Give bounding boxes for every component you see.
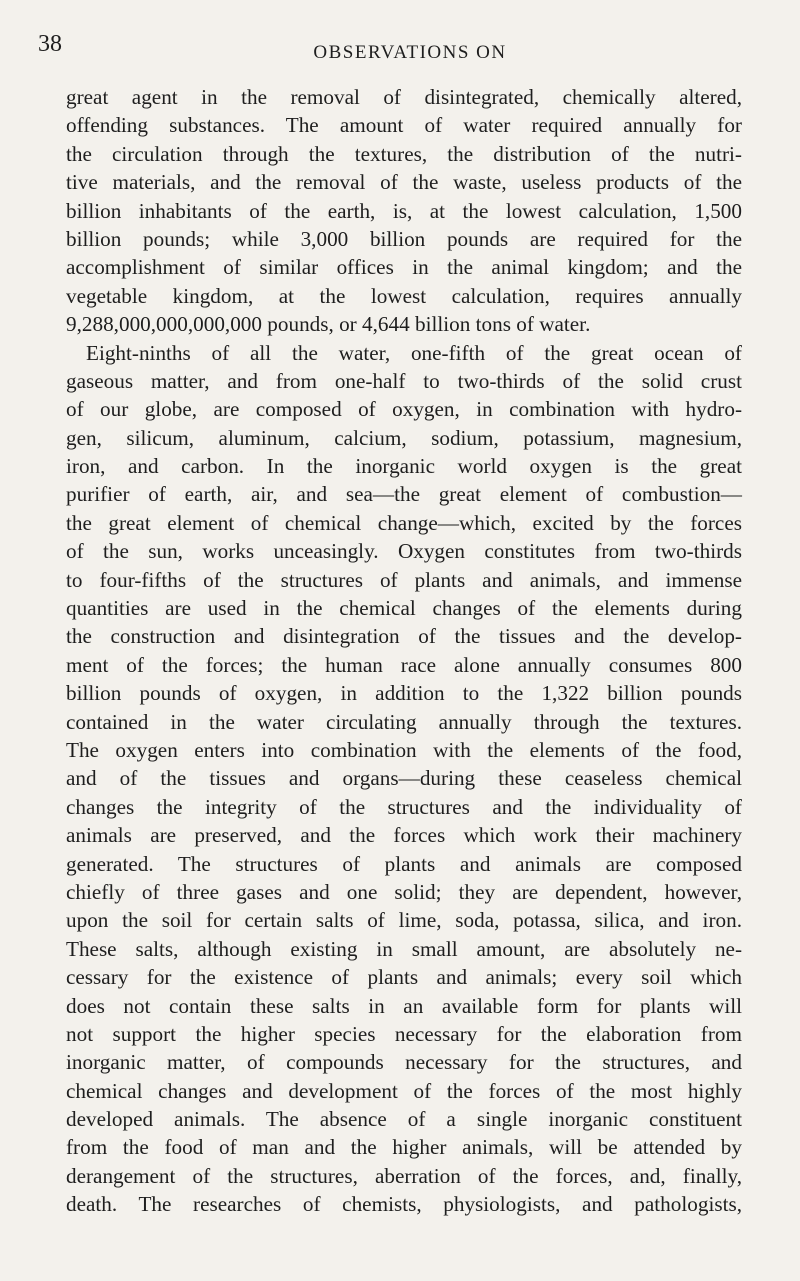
text-line: contained in the water circulating annually through the textures.	[66, 709, 742, 734]
text-line: Eight-ninths of all the water, one-fifth of the great ocean of	[86, 340, 742, 365]
text-line: These salts, although existing in small amount, are absolutely ne-	[66, 936, 742, 961]
text-line: gaseous matter, and from one-half to two-thirds of the solid crust	[66, 368, 742, 393]
text-line: The oxygen enters into combination with the elements of the food,	[66, 737, 742, 762]
body-text	[66, 83, 742, 1219]
text-line: ment of the forces; the human race alone annually consumes 800	[66, 652, 742, 677]
text-line: quantities are used in the chemical changes of the elements during	[66, 596, 742, 621]
text-line: derangement of the structures, aberration of the forces, and, finally,	[66, 1163, 742, 1188]
text-line: of our globe, are composed of oxygen, in combination with hydro-	[66, 397, 742, 422]
text-line: accomplishment of similar offices in the animal kingdom; and the	[66, 255, 742, 280]
text-line: the circulation through the textures, the distribution of the nutri-	[66, 141, 742, 166]
text-line: gen, silicum, aluminum, calcium, sodium, potassium, magnesium,	[66, 425, 742, 450]
text-line: billion inhabitants of the earth, is, at the lowest calculation, 1,500	[66, 198, 742, 223]
text-line: upon the soil for certain salts of lime, soda, potassa, silica, and iron.	[66, 908, 742, 933]
running-head: OBSERVATIONS ON	[313, 42, 507, 63]
text-line: cessary for the existence of plants and animals; every soil which	[66, 965, 742, 990]
text-line: not support the higher species necessary for the elaboration from	[66, 1021, 742, 1046]
text-line: from the food of man and the higher animals, will be attended by	[66, 1135, 742, 1160]
text-line: the great element of chemical change—which, excited by the forces	[66, 510, 742, 535]
text-line: great agent in the removal of disintegrated, chemically altered,	[66, 85, 742, 109]
text-line: iron, and carbon. In the inorganic world oxygen is the great	[66, 454, 742, 479]
text-line: the construction and disintegration of the tissues and the develop-	[66, 624, 742, 649]
page-number: 38	[38, 31, 62, 57]
text-line: of the sun, works unceasingly. Oxygen constitutes from two-thirds	[66, 539, 742, 564]
text-line: 9,288,000,000,000,000 pounds, or 4,644 billion tons of water.	[66, 312, 591, 337]
text-line: and of the tissues and organs—during these ceaseless chemical	[66, 766, 742, 791]
text-line: vegetable kingdom, at the lowest calculation, requires annually	[66, 283, 742, 308]
text-line: purifier of earth, air, and sea—the great element of combustion—	[66, 482, 742, 507]
text-line: chiefly of three gases and one solid; they are dependent, however,	[66, 879, 742, 904]
text-line: inorganic matter, of compounds necessary for the structures, and	[66, 1050, 742, 1075]
text-line: billion pounds of oxygen, in addition to the 1,322 billion pounds	[66, 681, 742, 706]
text-line: chemical changes and development of the forces of the most highly	[66, 1078, 742, 1103]
text-line: death. The researches of chemists, physiologists, and pathologists,	[66, 1192, 742, 1217]
text-line: changes the integrity of the structures and the individuality of	[66, 794, 742, 819]
text-line: to four-fifths of the structures of plants and animals, and immense	[66, 567, 742, 592]
text-line: offending substances. The amount of water required annually for	[66, 113, 742, 138]
text-line: generated. The structures of plants and animals are composed	[66, 851, 742, 876]
text-line: animals are preserved, and the forces which work their machinery	[66, 823, 742, 848]
text-line: billion pounds; while 3,000 billion pounds are required for the	[66, 226, 742, 251]
text-line: does not contain these salts in an available form for plants will	[66, 993, 742, 1018]
text-line: tive materials, and the removal of the waste, useless products of the	[66, 170, 742, 195]
text-line: developed animals. The absence of a single inorganic constituent	[66, 1107, 742, 1132]
